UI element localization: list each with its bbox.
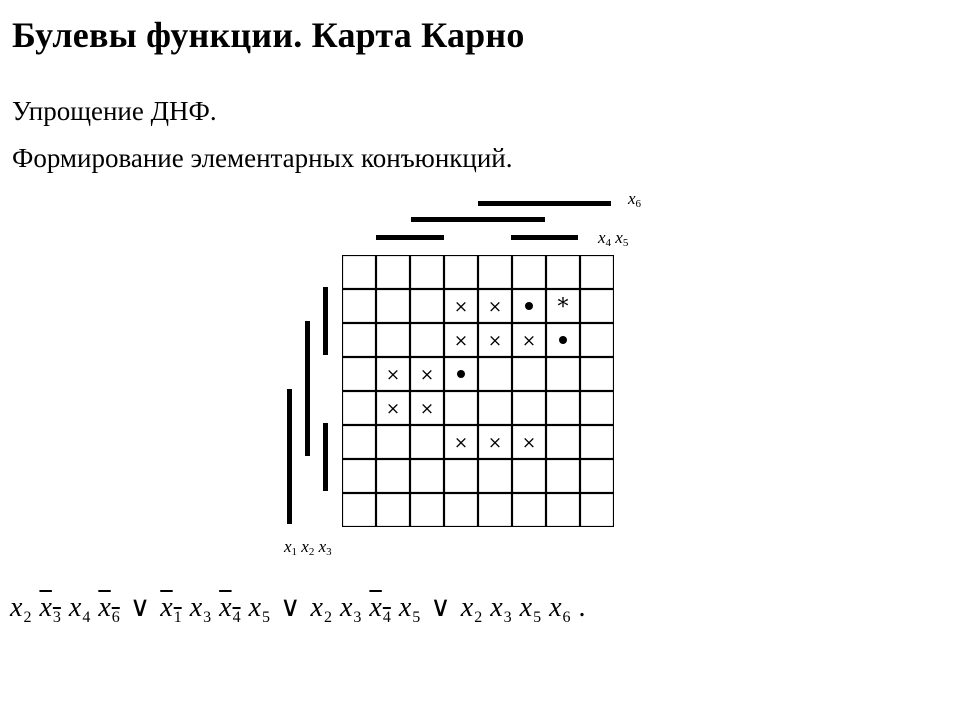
map-cell (479, 358, 512, 391)
map-cell (343, 256, 376, 289)
map-cell (479, 256, 512, 289)
bar-x4-right (511, 235, 578, 240)
cross-mark: × (419, 399, 435, 419)
bar-x1 (287, 389, 292, 524)
or-operator: ∨ (430, 592, 451, 623)
cross-mark: × (453, 433, 469, 453)
map-cell (513, 392, 546, 425)
map-cell (513, 494, 546, 527)
variable: $x_5$ (398, 592, 421, 626)
map-cell (581, 426, 614, 459)
label-x1-x2-x3: $x_1$ $x_2$ $x_3$ (284, 537, 332, 558)
cross-mark: × (487, 297, 503, 317)
variable: $x_3$ (339, 592, 362, 626)
map-cell (343, 324, 376, 357)
map-cell (377, 324, 410, 357)
karnaugh-map (342, 255, 614, 527)
variable: $x_2$ (10, 592, 32, 626)
map-cell (479, 460, 512, 493)
map-cell (445, 392, 478, 425)
map-cell (547, 426, 580, 459)
variable: $x_2$ (460, 592, 483, 626)
negated-variable: $x_4$ (219, 592, 241, 626)
formula-terminator: . (578, 592, 586, 623)
map-cell (513, 256, 546, 289)
map-cell (377, 426, 410, 459)
map-cell (343, 426, 376, 459)
bar-x3-bottom (323, 423, 328, 491)
map-cell (547, 256, 580, 289)
negated-variable: $x_6$ (98, 592, 120, 626)
variable: $x_5$ (519, 592, 542, 626)
map-cell (411, 290, 444, 323)
map-cell (513, 358, 546, 391)
variable: $x_4$ (68, 592, 91, 626)
variable: $x_6$ (549, 592, 571, 626)
map-cell (377, 290, 410, 323)
map-cell (581, 358, 614, 391)
map-cell (445, 460, 478, 493)
dot-mark (457, 370, 465, 378)
map-cell (343, 290, 376, 323)
bar-x2 (305, 321, 310, 456)
map-cell (377, 460, 410, 493)
map-cell (581, 392, 614, 425)
variable: $x_3$ (490, 592, 512, 626)
dot-mark (559, 336, 567, 344)
or-operator: ∨ (280, 592, 301, 623)
cross-mark: × (521, 433, 537, 453)
bar-x3-top (323, 287, 328, 355)
map-cell (581, 324, 614, 357)
variable: $x_5$ (248, 592, 270, 626)
map-cell (411, 256, 444, 289)
minimal-dnf-formula (10, 594, 586, 626)
map-cell (377, 256, 410, 289)
negated-variable: $x_4$ (369, 592, 391, 626)
map-cell (581, 290, 614, 323)
bar-x6 (478, 201, 611, 206)
variable: $x_3$ (189, 592, 212, 626)
map-cell (513, 460, 546, 493)
map-cell (547, 460, 580, 493)
map-cell (411, 324, 444, 357)
label-x6: $x_6$ (628, 189, 642, 210)
negated-variable: $x_1$ (160, 592, 182, 626)
cross-mark: × (487, 433, 503, 453)
dot-mark (525, 302, 533, 310)
cross-mark: × (453, 297, 469, 317)
bar-x4-left (376, 235, 444, 240)
variable: $x_2$ (310, 592, 332, 626)
subtitle-simplification: Упрощение ДНФ. (12, 96, 217, 126)
map-cell (343, 392, 376, 425)
map-cell (377, 494, 410, 527)
map-cell (411, 426, 444, 459)
or-operator: ∨ (129, 592, 151, 623)
map-cell (411, 460, 444, 493)
map-cell (445, 494, 478, 527)
cross-mark: × (453, 331, 469, 351)
map-cell (581, 494, 614, 527)
cross-mark: × (385, 399, 401, 419)
subtitle-conjunctions: Формирование элементарных конъюнкций. (12, 143, 513, 173)
page-title: Булевы функции. Карта Карно (12, 15, 525, 55)
map-cell (547, 358, 580, 391)
map-cell (479, 494, 512, 527)
cross-mark: × (521, 331, 537, 351)
map-cell (411, 494, 444, 527)
map-cell (581, 460, 614, 493)
negated-variable: $x_3$ (39, 592, 61, 626)
star-mark: * (557, 295, 569, 320)
cross-mark: × (487, 331, 503, 351)
cross-mark: × (419, 365, 435, 385)
bar-x5 (411, 217, 545, 222)
map-cell (479, 392, 512, 425)
map-cell (343, 494, 376, 527)
map-cell (445, 256, 478, 289)
map-cell (581, 256, 614, 289)
map-cell (343, 358, 376, 391)
map-cell (547, 392, 580, 425)
map-cell (343, 460, 376, 493)
map-cell (547, 494, 580, 527)
label-x4-x5: $x_4$ $x_5$ (598, 228, 629, 249)
cross-mark: × (385, 365, 401, 385)
